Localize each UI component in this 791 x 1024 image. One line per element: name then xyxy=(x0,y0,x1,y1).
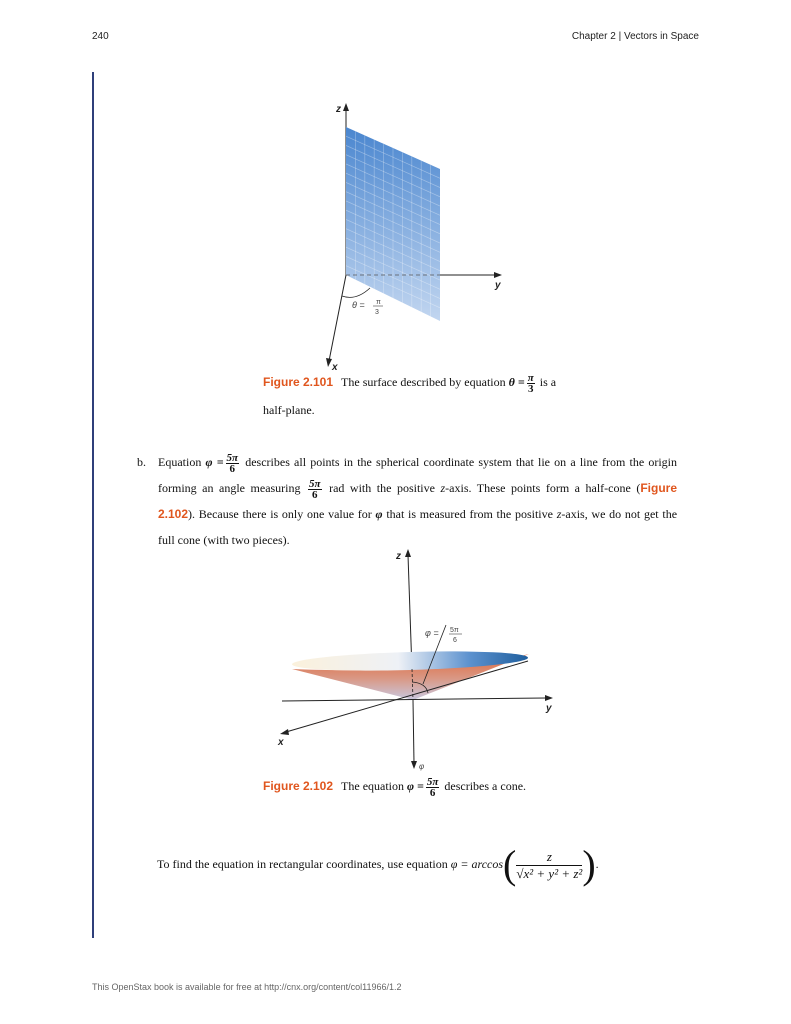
list-item-b xyxy=(137,449,677,553)
text-segment: that is measured from the positive xyxy=(386,507,553,521)
caption-text-after: describes a cone. xyxy=(444,779,527,793)
fraction-denominator: 3 xyxy=(527,382,534,395)
fraction-5pi-6 xyxy=(308,479,322,500)
variable-z: z xyxy=(440,481,446,495)
theta-label-lhs: θ = xyxy=(352,300,365,310)
footer: This OpenStax book is available for free at http://cnx.org/content/col11966/1.2 xyxy=(92,982,402,992)
text-segment: -axis. These points form a half-cone ( xyxy=(445,481,641,495)
figure-2-102-caption xyxy=(263,776,583,798)
figure-2-101-caption xyxy=(263,372,583,420)
caption-text: The surface described by equation xyxy=(341,375,506,389)
figure-2-101 xyxy=(300,95,520,375)
math-phi-eq: φ = xyxy=(205,455,224,469)
caption-text-after: is a xyxy=(539,375,557,389)
y-axis-arrow xyxy=(545,695,553,701)
right-paren: ) xyxy=(582,842,596,887)
fraction-numerator: 5π xyxy=(309,477,321,490)
list-marker: b. xyxy=(137,455,146,469)
math-phi: φ xyxy=(375,507,383,521)
text-segment: ). Because there is only one value for xyxy=(188,507,372,521)
rectangular-conversion-paragraph xyxy=(157,842,637,887)
phi-axis-label: φ xyxy=(419,762,425,771)
math-arccos: φ = arccos xyxy=(450,856,504,871)
text-segment: -axis, we do not get the full cone (with two pieces). xyxy=(158,507,678,547)
z-axis-label: z xyxy=(336,104,341,115)
phi-label-den: 6 xyxy=(453,637,457,644)
fraction-numerator: z xyxy=(516,849,582,866)
x-axis xyxy=(329,275,346,361)
caption-text: The equation xyxy=(341,779,405,793)
fraction-5pi-6 xyxy=(226,453,240,474)
cone-rim xyxy=(292,649,528,674)
figure-2-102-link[interactable]: Figure 2.102 xyxy=(158,481,678,521)
paragraph-text: To find the equation in rectangular coordinates, use equation xyxy=(157,856,448,871)
z-axis-arrow xyxy=(405,549,411,557)
page-number: 240 xyxy=(92,31,109,42)
list-item-text xyxy=(158,449,677,553)
arccos-fraction xyxy=(516,849,582,882)
figure-2-102 xyxy=(270,545,570,775)
phi-label-lhs: φ = xyxy=(425,628,439,638)
fraction-denominator: 6 xyxy=(229,462,236,475)
caption-math-lhs: φ = xyxy=(407,779,424,793)
fraction-denominator: 6 xyxy=(429,786,436,799)
x-axis-label: x xyxy=(332,362,338,373)
text-segment: Equation xyxy=(158,455,202,469)
phi-axis xyxy=(413,700,414,763)
text-segment: describes all points in the spherical coordinate system that lie on a line from the origin forming an angle measuring xyxy=(158,455,677,495)
z-axis-arrow xyxy=(343,103,349,111)
y-axis-arrow xyxy=(494,272,502,278)
fraction-numerator: π xyxy=(527,371,534,384)
caption-line-2: half-plane. xyxy=(263,402,315,417)
fraction-denominator: √x² + y² + z² xyxy=(516,865,583,881)
fraction-denominator: 6 xyxy=(312,488,318,501)
chapter-header: Chapter 2 | Vectors in Space xyxy=(571,31,699,42)
x-axis-label: x xyxy=(278,737,284,748)
fraction-numerator: 5π xyxy=(426,775,439,788)
caption-fraction xyxy=(527,373,535,394)
y-axis-label: y xyxy=(495,280,501,291)
x-axis-arrow xyxy=(280,729,289,735)
phi-label-num: 5π xyxy=(450,627,459,634)
theta-angle-arc xyxy=(342,288,370,297)
trailing-period: . xyxy=(595,856,599,871)
y-axis-label: y xyxy=(546,703,552,714)
theta-label-num: π xyxy=(376,299,381,306)
left-paren: ( xyxy=(503,842,517,887)
theta-label-den: 3 xyxy=(375,309,379,316)
left-margin-rule xyxy=(92,72,94,938)
figure-label: Figure 2.102 xyxy=(263,779,334,793)
figure-label: Figure 2.101 xyxy=(263,375,334,389)
caption-math-lhs: θ = xyxy=(508,375,525,389)
fraction-numerator: 5π xyxy=(226,451,239,464)
caption-fraction xyxy=(426,777,440,798)
z-axis-label: z xyxy=(396,551,401,562)
variable-z: z xyxy=(556,507,562,521)
phi-axis-arrow xyxy=(411,761,417,769)
text-segment: rad with the positive xyxy=(329,481,435,495)
